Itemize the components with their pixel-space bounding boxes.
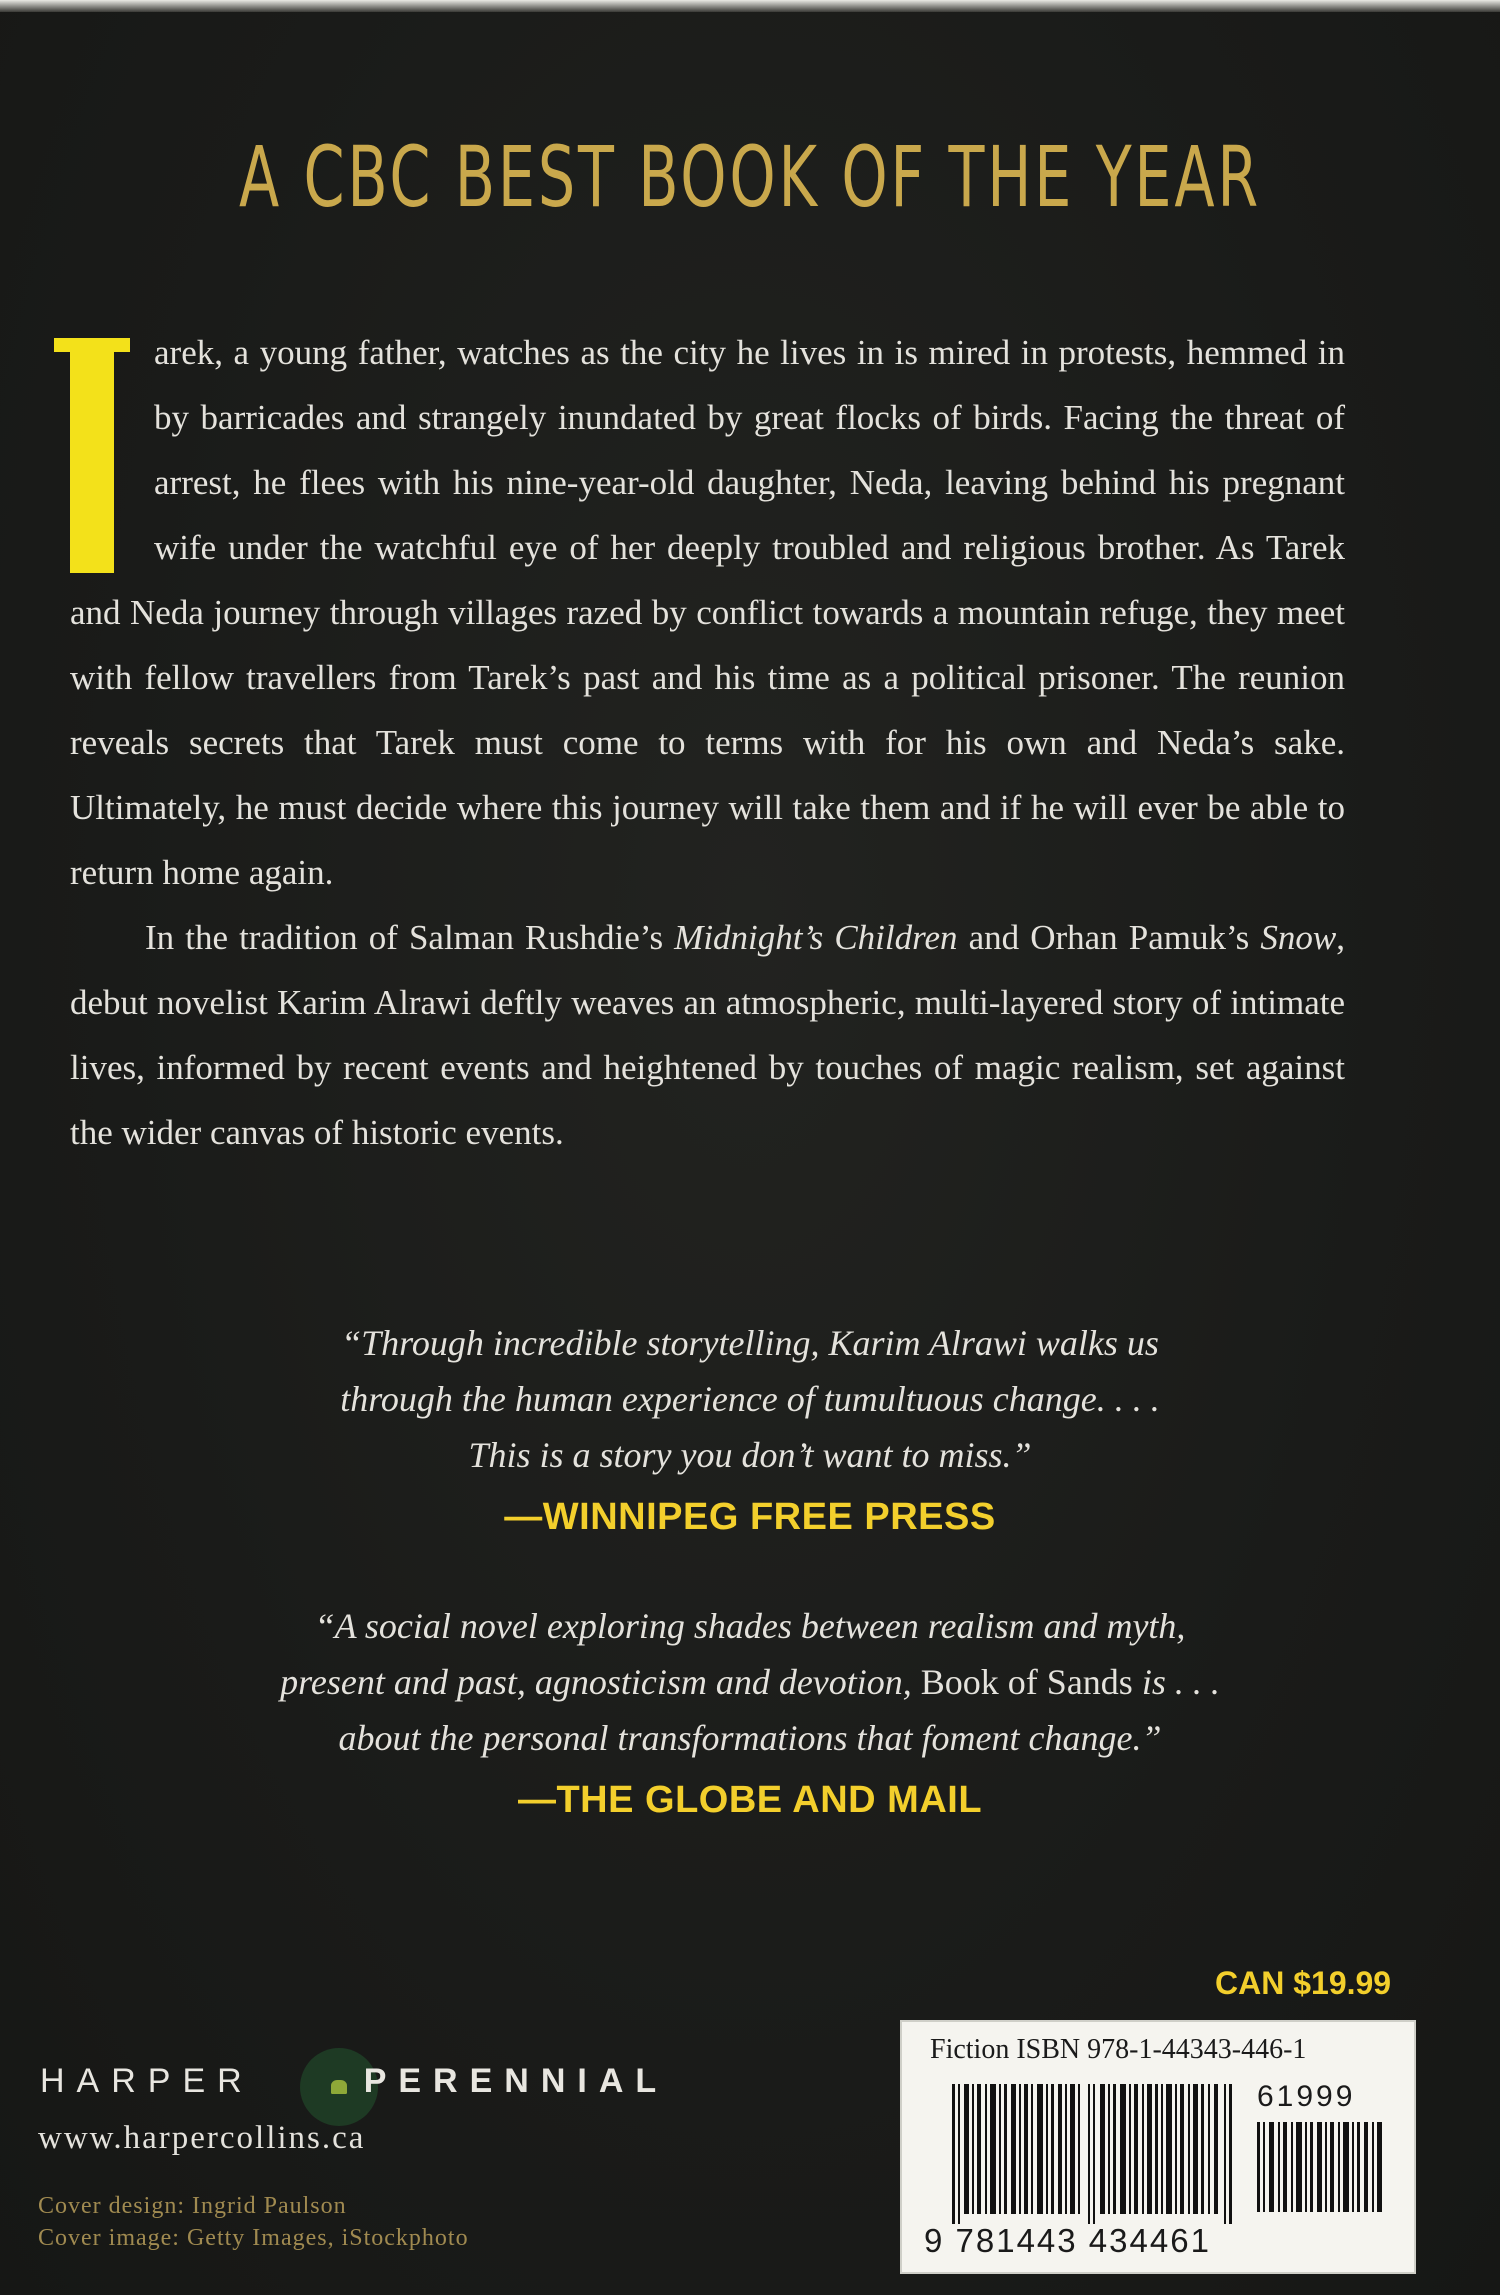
imprint-harper: HARPER [40, 2062, 254, 2100]
quote-line: This is a story you don’t want to miss.” [468, 1435, 1032, 1475]
book-title-book-of-sands: Book of Sands [920, 1662, 1133, 1702]
ean-digits: 9 781443 434461 [924, 2222, 1211, 2259]
synopsis-paragraph-1 [70, 320, 1345, 905]
cover-credits [38, 2190, 469, 2254]
quote-source: —WINNIPEG FREE PRESS [504, 1496, 996, 1538]
quote-source: —THE GLOBE AND MAIL [517, 1779, 983, 1821]
credit-design: Cover design: Ingrid Paulson [38, 2193, 347, 2219]
ean-barcode-icon [952, 2084, 1242, 2224]
quote-line: through the human experience of tumultuous change. . . . [340, 1379, 1160, 1419]
synopsis [70, 320, 1345, 1165]
price-label: CAN $19.99 [1215, 1965, 1392, 2001]
book-title-midnights-children: Midnight’s Children [674, 918, 958, 957]
isbn-label: Fiction ISBN 978-1-44343-446-1 [930, 2034, 1307, 2065]
quote-line: “Through incredible storytelling, Karim Alrawi walks us [341, 1323, 1159, 1363]
price-barcode-icon [1257, 2122, 1387, 2212]
drop-cap [70, 338, 114, 573]
synopsis-text-1: arek, a young father, watches as the city he lives in is mired in protests, hemmed in by barricades and strangely inundated by great flocks of birds. Facing the threat of arrest, he flees with his nine-year-old daughter, Neda, leaving behind his pregnant wife under the watchful eye of her deeply troubled and religious brother. As Tarek and Neda journey through villages razed by conflict towards a mountain refuge, they meet with fellow travellers from Tarek’s past and his time as a political prisoner. The reunion reveals secrets that Tarek must come to terms with for his own and Neda’s sake. Ultimately, he must decide where this journey will take them and if he will ever be able to return home again. [70, 333, 1345, 892]
review-quote-2 [0, 1598, 1500, 1828]
barcode-panel [900, 2020, 1416, 2274]
synopsis-paragraph-2: In the tradition of Salman Rushdie’s Midnight’s Children and Orhan Pamuk’s Snow, debut novelist Karim Alrawi deftly weaves an atmospheric, multi-layered story of intimate lives, informed by recent events and heightened by touches of magic realism, set against the wider canvas of historic events. [70, 918, 1345, 1152]
book-title-snow: Snow [1260, 918, 1337, 957]
award-headline: A CBC BEST BOOK OF THE YEAR [238, 128, 1262, 226]
review-quote-1 [0, 1315, 1500, 1545]
imprint-perennial: PERENNIAL [363, 2062, 669, 2100]
quote-line: about the personal transformations that foment change.” [338, 1718, 1162, 1758]
price-code: 61999 [1257, 2080, 1356, 2113]
scan-edge [0, 0, 1500, 12]
credit-image: Cover image: Getty Images, iStockphoto [38, 2225, 469, 2251]
publisher-imprint [40, 2062, 668, 2101]
quote-line: present and past, agnosticism and devotion, Book of Sands is . . . [280, 1662, 1220, 1702]
publisher-website: www.harpercollins.ca [38, 2120, 366, 2156]
quote-line: “A social novel exploring shades between realism and myth, [314, 1606, 1186, 1646]
